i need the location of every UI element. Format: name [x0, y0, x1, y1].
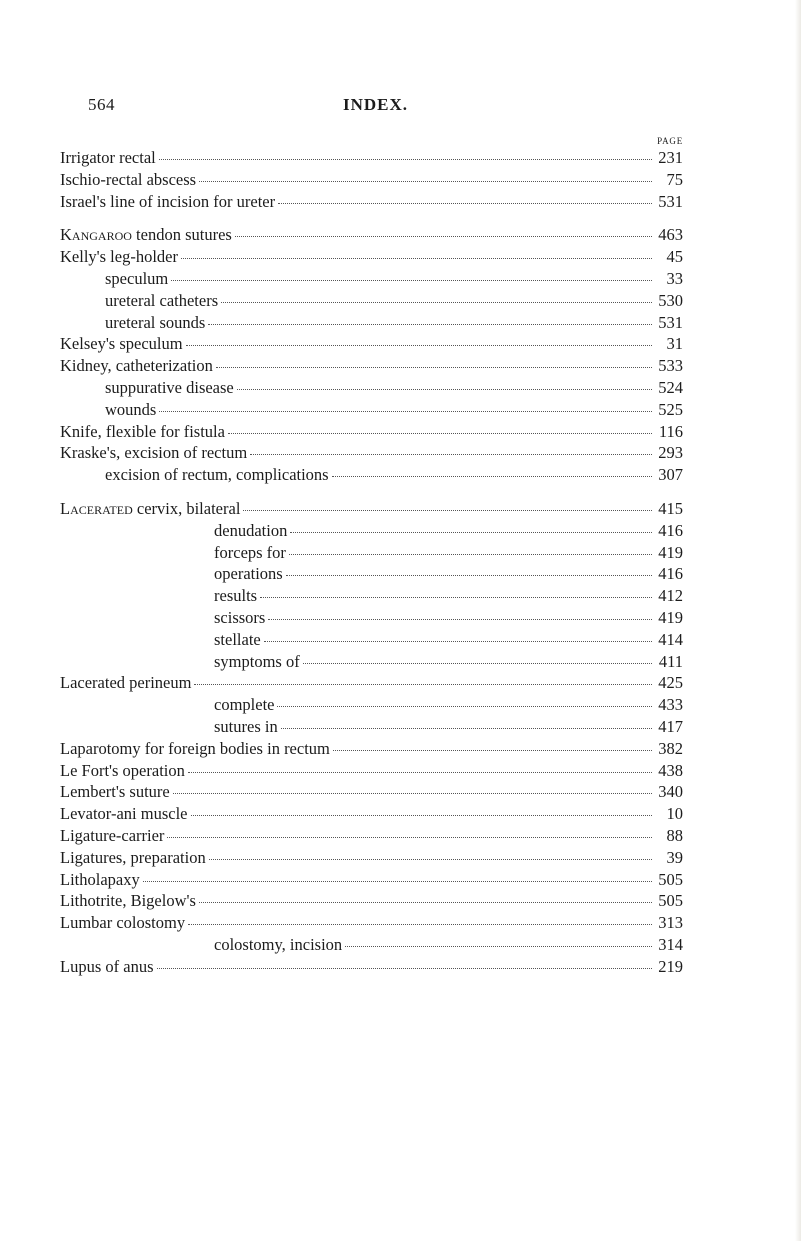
dot-leader [264, 641, 652, 642]
entry-page-number: 531 [658, 191, 683, 211]
dot-leader [199, 902, 652, 903]
entry-term: Lumbar colostomy [60, 913, 186, 933]
dot-leader [181, 258, 652, 259]
entry-page-number: 530 [658, 290, 683, 310]
index-entry [60, 520, 683, 542]
dot-leader [159, 159, 652, 160]
index-entry [60, 442, 683, 464]
dot-leader [290, 532, 652, 533]
entry-term: Ischio-rectal abscess [60, 169, 197, 189]
entry-term: denudation [214, 520, 288, 540]
entry-page-number: 533 [658, 356, 683, 376]
index-entry [60, 169, 683, 191]
entry-term: Ligature-carrier [60, 825, 165, 845]
dot-leader [209, 859, 652, 860]
entry-term: Kraske's, excision of rectum [60, 443, 248, 463]
index-entry [60, 290, 683, 312]
entry-page-number: 412 [658, 586, 683, 606]
entry-page-number: 524 [658, 377, 683, 397]
dot-leader [333, 750, 652, 751]
dot-leader [157, 968, 653, 969]
index-entry [60, 421, 683, 443]
dot-leader [268, 619, 652, 620]
entry-term: sutures in [214, 716, 278, 736]
entry-term: scissors [214, 607, 266, 627]
page-column-label: PAGE [657, 136, 683, 146]
dot-leader [216, 367, 652, 368]
entry-term: speculum [105, 268, 169, 288]
dot-leader [191, 815, 653, 816]
entry-page-number: 438 [658, 760, 683, 780]
dot-leader [194, 684, 652, 685]
entry-page-number: 463 [658, 225, 683, 245]
entry-page-number: 293 [658, 443, 683, 463]
entry-page-number: 416 [658, 564, 683, 584]
index-entry [60, 869, 683, 891]
index-entry [60, 355, 683, 377]
entry-term: Kangaroo tendon sutures [60, 225, 232, 245]
entry-term: Kidney, catheterization [60, 356, 213, 376]
running-title: INDEX. [343, 95, 409, 114]
dot-leader [243, 510, 652, 511]
index-entry [60, 629, 683, 651]
dot-leader [199, 181, 652, 182]
entry-page-number: 433 [658, 695, 683, 715]
index-entry [60, 399, 683, 421]
entry-term: complete [214, 695, 275, 715]
dot-leader [143, 881, 652, 882]
index-entry [60, 781, 683, 803]
dot-leader [228, 433, 652, 434]
index-entry [60, 847, 683, 869]
entry-page-number: 505 [658, 869, 683, 889]
entry-term: Le Fort's operation [60, 760, 185, 780]
index-entry [60, 803, 683, 825]
dot-leader [278, 203, 652, 204]
index-entry [60, 191, 683, 213]
entry-term: Knife, flexible for fistula [60, 421, 225, 441]
index-entry [60, 563, 683, 585]
entry-term: Levator-ani muscle [60, 804, 188, 824]
index-entry [60, 738, 683, 760]
entry-page-number: 419 [658, 607, 683, 627]
entry-page-number: 531 [658, 312, 683, 332]
index-entry [60, 246, 683, 268]
entry-page-number: 505 [658, 891, 683, 911]
page-number: 564 [88, 95, 115, 114]
entry-page-number: 415 [658, 498, 683, 518]
entry-term: Lacerated perineum [60, 673, 192, 693]
entry-page-number: 411 [658, 651, 683, 671]
dot-leader [250, 454, 652, 455]
dot-leader [188, 924, 652, 925]
index-entry [60, 956, 683, 978]
entry-term: Laparotomy for foreign bodies in rectum [60, 738, 330, 758]
entry-term: stellate [214, 629, 261, 649]
index-entry [60, 890, 683, 912]
entry-term: Lembert's suture [60, 782, 170, 802]
entry-term: colostomy, incision [214, 934, 343, 954]
dot-leader [167, 837, 652, 838]
entry-page-number: 417 [658, 716, 683, 736]
dot-leader [260, 597, 652, 598]
running-header [88, 95, 688, 117]
entry-term: Lupus of anus [60, 956, 154, 976]
entry-term: Lithotrite, Bigelow's [60, 891, 196, 911]
index-entry [60, 672, 683, 694]
dot-leader [173, 793, 652, 794]
entry-term: Lacerated cervix, bilateral [60, 498, 241, 518]
entry-term: forceps for [214, 542, 286, 562]
entry-page-number: 88 [666, 825, 683, 845]
entry-term: ureteral sounds [105, 312, 206, 332]
entry-term: operations [214, 564, 283, 584]
dot-leader [277, 706, 652, 707]
index-entry [60, 760, 683, 782]
index-entry [60, 312, 683, 334]
entry-page-number: 416 [658, 520, 683, 540]
dot-leader [281, 728, 652, 729]
index-entry [60, 716, 683, 738]
entry-term: Irrigator rectal [60, 148, 156, 167]
entry-page-number: 45 [666, 247, 683, 267]
entry-page-number: 419 [658, 542, 683, 562]
entry-page-number: 219 [658, 956, 683, 976]
index-entry [60, 333, 683, 355]
entry-page-number: 39 [666, 847, 683, 867]
entry-page-number: 425 [658, 673, 683, 693]
entry-page-number: 414 [658, 629, 683, 649]
entry-term: Kelly's leg-holder [60, 247, 178, 267]
entry-term: Litholapaxy [60, 869, 140, 889]
dot-leader [221, 302, 652, 303]
entry-term: suppurative disease [105, 377, 234, 397]
entry-page-number: 33 [666, 268, 683, 288]
entry-page-number: 10 [666, 804, 683, 824]
index-entry [60, 585, 683, 607]
index-entry [60, 268, 683, 290]
index-entry [60, 498, 683, 520]
dot-leader [208, 324, 652, 325]
dot-leader [159, 411, 652, 412]
index-entry [60, 934, 683, 956]
entry-page-number: 382 [658, 738, 683, 758]
index-entry [60, 912, 683, 934]
entry-page-number: 231 [658, 148, 683, 167]
index-entry [60, 542, 683, 564]
index-entry [60, 607, 683, 629]
index-entry [60, 694, 683, 716]
dot-leader [345, 946, 652, 947]
entry-page-number: 31 [666, 334, 683, 354]
dot-leader [237, 389, 652, 390]
entry-term: excision of rectum, complications [105, 465, 329, 485]
dot-leader [186, 345, 652, 346]
dot-leader [286, 575, 652, 576]
dot-leader [289, 554, 652, 555]
dot-leader [171, 280, 652, 281]
entry-term: Kelsey's speculum [60, 334, 183, 354]
entry-page-number: 307 [658, 465, 683, 485]
entry-page-number: 313 [658, 913, 683, 933]
entry-page-number: 314 [658, 934, 683, 954]
entry-term: symptoms of [214, 651, 300, 671]
entry-term: ureteral catheters [105, 290, 219, 310]
dot-leader [332, 476, 652, 477]
entry-page-number: 116 [658, 421, 683, 441]
index-entry [60, 224, 683, 246]
dot-leader [188, 772, 652, 773]
index-entry [60, 147, 683, 169]
entry-term: results [214, 586, 258, 606]
index-entry [60, 377, 683, 399]
index-list [60, 147, 683, 977]
entry-page-number: 340 [658, 782, 683, 802]
page-edge-shadow [795, 0, 801, 1241]
entry-term: Ligatures, preparation [60, 847, 206, 867]
index-entry [60, 464, 683, 486]
index-entry [60, 651, 683, 673]
entry-page-number: 75 [666, 169, 683, 189]
entry-term: wounds [105, 399, 157, 419]
index-entry [60, 825, 683, 847]
entry-page-number: 525 [658, 399, 683, 419]
entry-term: Israel's line of incision for ureter [60, 191, 276, 211]
dot-leader [235, 236, 652, 237]
dot-leader [303, 663, 652, 664]
